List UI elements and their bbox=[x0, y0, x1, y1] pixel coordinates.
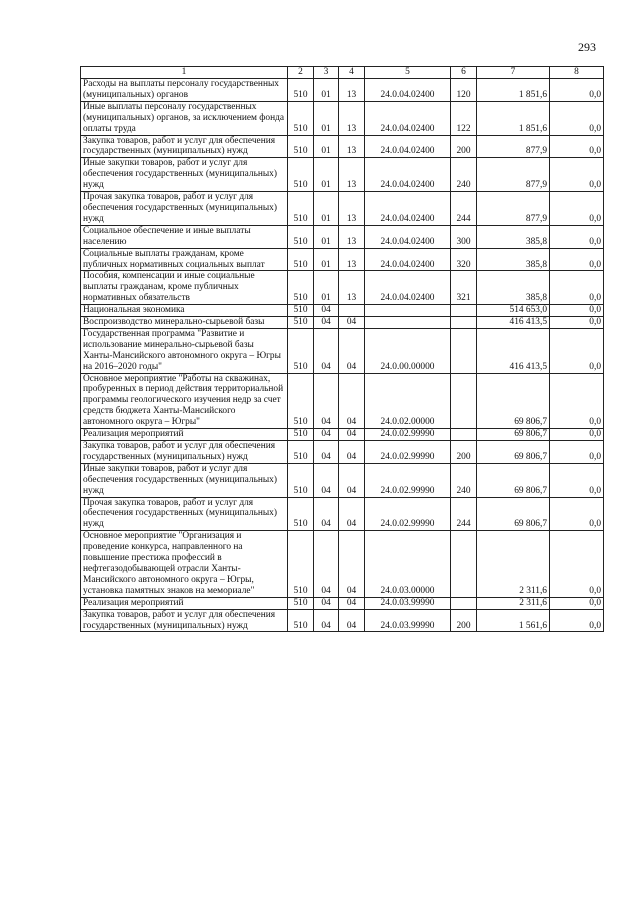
header-cell: 7 bbox=[477, 67, 550, 79]
header-cell: 4 bbox=[339, 67, 365, 79]
expense-type-code-cell: 320 bbox=[451, 248, 477, 271]
amount-secondary-cell: 0,0 bbox=[550, 135, 604, 158]
header-cell: 6 bbox=[451, 67, 477, 79]
expense-name-cell: Иные выплаты персоналу государственных (муниципальных) органов, за исключением фонда оплаты труда bbox=[81, 101, 288, 135]
subsection-code-cell: 13 bbox=[339, 135, 365, 158]
subsection-code-cell: 04 bbox=[339, 497, 365, 531]
amount-cell: 877,9 bbox=[477, 135, 550, 158]
target-article-code-cell: 24.0.04.02400 bbox=[365, 135, 451, 158]
ministry-code-cell: 510 bbox=[288, 328, 314, 373]
amount-cell: 1 851,6 bbox=[477, 79, 550, 102]
header-cell: 5 bbox=[365, 67, 451, 79]
amount-cell: 69 806,7 bbox=[477, 497, 550, 531]
subsection-code-cell: 13 bbox=[339, 225, 365, 248]
amount-cell: 69 806,7 bbox=[477, 429, 550, 441]
table-row bbox=[81, 531, 604, 597]
subsection-code-cell: 13 bbox=[339, 248, 365, 271]
subsection-code-cell: 04 bbox=[339, 328, 365, 373]
table-body bbox=[81, 79, 604, 632]
target-article-code-cell bbox=[365, 317, 451, 329]
table-row bbox=[81, 135, 604, 158]
table-row bbox=[81, 271, 604, 305]
target-article-code-cell: 24.0.03.99990 bbox=[365, 597, 451, 609]
section-code-cell: 04 bbox=[314, 429, 339, 441]
amount-secondary-cell: 0,0 bbox=[550, 225, 604, 248]
header-cell: 1 bbox=[81, 67, 288, 79]
ministry-code-cell: 510 bbox=[288, 305, 314, 317]
expense-name-cell: Социальные выплаты гражданам, кроме публичных нормативных социальных выплат bbox=[81, 248, 288, 271]
amount-cell: 69 806,7 bbox=[477, 463, 550, 497]
expense-name-cell: Основное мероприятие "Работы на скважинах, пробуренных в период действия территориальной программы геологического изучения недр за счет средств бюджета Ханты-Мансийского автономного округа – Югры" bbox=[81, 373, 288, 429]
table-row bbox=[81, 497, 604, 531]
expense-name-cell: Прочая закупка товаров, работ и услуг для обеспечения государственных (муниципальных) нужд bbox=[81, 497, 288, 531]
expense-type-code-cell bbox=[451, 373, 477, 429]
expense-name-cell: Воспроизводство минерально-сырьевой базы bbox=[81, 317, 288, 329]
section-code-cell: 04 bbox=[314, 497, 339, 531]
table-row bbox=[81, 609, 604, 632]
expense-name-cell: Закупка товаров, работ и услуг для обеспечения государственных (муниципальных) нужд bbox=[81, 609, 288, 632]
amount-secondary-cell: 0,0 bbox=[550, 597, 604, 609]
table-row bbox=[81, 328, 604, 373]
page-number: 293 bbox=[578, 40, 596, 54]
expense-name-cell: Национальная экономика bbox=[81, 305, 288, 317]
target-article-code-cell: 24.0.04.02400 bbox=[365, 101, 451, 135]
section-code-cell: 04 bbox=[314, 609, 339, 632]
subsection-code-cell: 04 bbox=[339, 531, 365, 597]
expense-name-cell: Расходы на выплаты персоналу государственных (муниципальных) органов bbox=[81, 79, 288, 102]
expense-type-code-cell: 200 bbox=[451, 441, 477, 464]
table-row bbox=[81, 101, 604, 135]
section-code-cell: 04 bbox=[314, 373, 339, 429]
ministry-code-cell: 510 bbox=[288, 271, 314, 305]
subsection-code-cell bbox=[339, 305, 365, 317]
ministry-code-cell: 510 bbox=[288, 373, 314, 429]
expense-name-cell: Реализация мероприятий bbox=[81, 597, 288, 609]
ministry-code-cell: 510 bbox=[288, 101, 314, 135]
subsection-code-cell: 13 bbox=[339, 158, 365, 192]
subsection-code-cell: 13 bbox=[339, 79, 365, 102]
amount-cell: 69 806,7 bbox=[477, 441, 550, 464]
amount-cell: 514 653,0 bbox=[477, 305, 550, 317]
table-row bbox=[81, 158, 604, 192]
expense-type-code-cell: 240 bbox=[451, 158, 477, 192]
section-code-cell: 04 bbox=[314, 597, 339, 609]
expense-type-code-cell bbox=[451, 429, 477, 441]
subsection-code-cell: 04 bbox=[339, 463, 365, 497]
target-article-code-cell: 24.0.04.02400 bbox=[365, 225, 451, 248]
table-row bbox=[81, 317, 604, 329]
subsection-code-cell: 04 bbox=[339, 373, 365, 429]
amount-secondary-cell: 0,0 bbox=[550, 101, 604, 135]
target-article-code-cell: 24.0.02.99990 bbox=[365, 441, 451, 464]
expense-name-cell: Основное мероприятие "Организация и проведение конкурса, направленного на повышение престижа профессий в нефтегазодобывающей отрасли Ханты-Мансийского автономного округа – Югры, установка памятных знаков на мемориале" bbox=[81, 531, 288, 597]
ministry-code-cell: 510 bbox=[288, 497, 314, 531]
section-code-cell: 04 bbox=[314, 441, 339, 464]
subsection-code-cell: 04 bbox=[339, 429, 365, 441]
expense-name-cell: Реализация мероприятий bbox=[81, 429, 288, 441]
ministry-code-cell: 510 bbox=[288, 192, 314, 226]
section-code-cell: 01 bbox=[314, 192, 339, 226]
expense-type-code-cell: 200 bbox=[451, 609, 477, 632]
table-header-row bbox=[81, 67, 604, 79]
expense-name-cell: Прочая закупка товаров, работ и услуг для обеспечения государственных (муниципальных) нужд bbox=[81, 192, 288, 226]
table-row bbox=[81, 305, 604, 317]
target-article-code-cell: 24.0.04.02400 bbox=[365, 158, 451, 192]
amount-cell: 877,9 bbox=[477, 158, 550, 192]
ministry-code-cell: 510 bbox=[288, 225, 314, 248]
target-article-code-cell: 24.0.04.02400 bbox=[365, 79, 451, 102]
expense-type-code-cell: 244 bbox=[451, 497, 477, 531]
amount-secondary-cell: 0,0 bbox=[550, 441, 604, 464]
expense-name-cell: Социальное обеспечение и иные выплаты населению bbox=[81, 225, 288, 248]
section-code-cell: 01 bbox=[314, 158, 339, 192]
table-row bbox=[81, 463, 604, 497]
amount-cell: 877,9 bbox=[477, 192, 550, 226]
table-row bbox=[81, 192, 604, 226]
amount-secondary-cell: 0,0 bbox=[550, 497, 604, 531]
subsection-code-cell: 04 bbox=[339, 317, 365, 329]
header-cell: 8 bbox=[550, 67, 604, 79]
expense-name-cell: Закупка товаров, работ и услуг для обеспечения государственных (муниципальных) нужд bbox=[81, 135, 288, 158]
header-cell: 2 bbox=[288, 67, 314, 79]
amount-cell: 416 413,5 bbox=[477, 317, 550, 329]
amount-cell: 385,8 bbox=[477, 248, 550, 271]
expense-type-code-cell bbox=[451, 328, 477, 373]
expense-type-code-cell: 240 bbox=[451, 463, 477, 497]
expense-type-code-cell: 200 bbox=[451, 135, 477, 158]
section-code-cell: 04 bbox=[314, 328, 339, 373]
expense-name-cell: Пособия, компенсации и иные социальные выплаты гражданам, кроме публичных нормативных обязательств bbox=[81, 271, 288, 305]
target-article-code-cell: 24.0.03.00000 bbox=[365, 531, 451, 597]
amount-cell: 69 806,7 bbox=[477, 373, 550, 429]
expense-name-cell: Иные закупки товаров, работ и услуг для обеспечения государственных (муниципальных) нужд bbox=[81, 463, 288, 497]
amount-cell: 385,8 bbox=[477, 225, 550, 248]
table-row bbox=[81, 373, 604, 429]
amount-secondary-cell: 0,0 bbox=[550, 305, 604, 317]
expense-name-cell: Государственная программа "Развитие и использование минерально-сырьевой базы Ханты-Мансийского автономного округа – Югры на 2016–2020 годы" bbox=[81, 328, 288, 373]
section-code-cell: 01 bbox=[314, 248, 339, 271]
ministry-code-cell: 510 bbox=[288, 135, 314, 158]
section-code-cell: 04 bbox=[314, 317, 339, 329]
budget-table bbox=[80, 66, 604, 632]
section-code-cell: 01 bbox=[314, 225, 339, 248]
section-code-cell: 01 bbox=[314, 271, 339, 305]
expense-type-code-cell bbox=[451, 317, 477, 329]
section-code-cell: 04 bbox=[314, 305, 339, 317]
target-article-code-cell: 24.0.02.00000 bbox=[365, 373, 451, 429]
amount-cell: 1 851,6 bbox=[477, 101, 550, 135]
subsection-code-cell: 13 bbox=[339, 101, 365, 135]
expense-type-code-cell: 122 bbox=[451, 101, 477, 135]
amount-secondary-cell: 0,0 bbox=[550, 429, 604, 441]
target-article-code-cell bbox=[365, 305, 451, 317]
expense-name-cell: Иные закупки товаров, работ и услуг для обеспечения государственных (муниципальных) нужд bbox=[81, 158, 288, 192]
amount-secondary-cell: 0,0 bbox=[550, 248, 604, 271]
expense-type-code-cell bbox=[451, 597, 477, 609]
subsection-code-cell: 13 bbox=[339, 271, 365, 305]
expense-name-cell: Закупка товаров, работ и услуг для обеспечения государственных (муниципальных) нужд bbox=[81, 441, 288, 464]
amount-secondary-cell: 0,0 bbox=[550, 317, 604, 329]
subsection-code-cell: 04 bbox=[339, 441, 365, 464]
expense-type-code-cell: 120 bbox=[451, 79, 477, 102]
section-code-cell: 01 bbox=[314, 101, 339, 135]
subsection-code-cell: 04 bbox=[339, 609, 365, 632]
amount-secondary-cell: 0,0 bbox=[550, 463, 604, 497]
table-row bbox=[81, 429, 604, 441]
expense-type-code-cell: 300 bbox=[451, 225, 477, 248]
ministry-code-cell: 510 bbox=[288, 531, 314, 597]
target-article-code-cell: 24.0.04.02400 bbox=[365, 271, 451, 305]
target-article-code-cell: 24.0.00.00000 bbox=[365, 328, 451, 373]
amount-secondary-cell: 0,0 bbox=[550, 192, 604, 226]
target-article-code-cell: 24.0.04.02400 bbox=[365, 248, 451, 271]
amount-secondary-cell: 0,0 bbox=[550, 271, 604, 305]
subsection-code-cell: 13 bbox=[339, 192, 365, 226]
section-code-cell: 04 bbox=[314, 531, 339, 597]
expense-type-code-cell bbox=[451, 531, 477, 597]
section-code-cell: 04 bbox=[314, 463, 339, 497]
header-cell: 3 bbox=[314, 67, 339, 79]
ministry-code-cell: 510 bbox=[288, 429, 314, 441]
table-row bbox=[81, 79, 604, 102]
amount-secondary-cell: 0,0 bbox=[550, 79, 604, 102]
table-row bbox=[81, 225, 604, 248]
ministry-code-cell: 510 bbox=[288, 441, 314, 464]
amount-secondary-cell: 0,0 bbox=[550, 158, 604, 192]
amount-cell: 1 561,6 bbox=[477, 609, 550, 632]
ministry-code-cell: 510 bbox=[288, 463, 314, 497]
expense-type-code-cell: 244 bbox=[451, 192, 477, 226]
amount-cell: 2 311,6 bbox=[477, 597, 550, 609]
amount-cell: 416 413,5 bbox=[477, 328, 550, 373]
target-article-code-cell: 24.0.02.99990 bbox=[365, 429, 451, 441]
ministry-code-cell: 510 bbox=[288, 317, 314, 329]
amount-secondary-cell: 0,0 bbox=[550, 609, 604, 632]
table-row bbox=[81, 441, 604, 464]
amount-cell: 385,8 bbox=[477, 271, 550, 305]
table-row bbox=[81, 248, 604, 271]
target-article-code-cell: 24.0.02.99990 bbox=[365, 497, 451, 531]
subsection-code-cell: 04 bbox=[339, 597, 365, 609]
target-article-code-cell: 24.0.04.02400 bbox=[365, 192, 451, 226]
section-code-cell: 01 bbox=[314, 135, 339, 158]
target-article-code-cell: 24.0.02.99990 bbox=[365, 463, 451, 497]
ministry-code-cell: 510 bbox=[288, 248, 314, 271]
ministry-code-cell: 510 bbox=[288, 158, 314, 192]
ministry-code-cell: 510 bbox=[288, 609, 314, 632]
expense-type-code-cell bbox=[451, 305, 477, 317]
section-code-cell: 01 bbox=[314, 79, 339, 102]
amount-cell: 2 311,6 bbox=[477, 531, 550, 597]
ministry-code-cell: 510 bbox=[288, 597, 314, 609]
amount-secondary-cell: 0,0 bbox=[550, 531, 604, 597]
ministry-code-cell: 510 bbox=[288, 79, 314, 102]
amount-secondary-cell: 0,0 bbox=[550, 373, 604, 429]
amount-secondary-cell: 0,0 bbox=[550, 328, 604, 373]
expense-type-code-cell: 321 bbox=[451, 271, 477, 305]
target-article-code-cell: 24.0.03.99990 bbox=[365, 609, 451, 632]
table-row bbox=[81, 597, 604, 609]
